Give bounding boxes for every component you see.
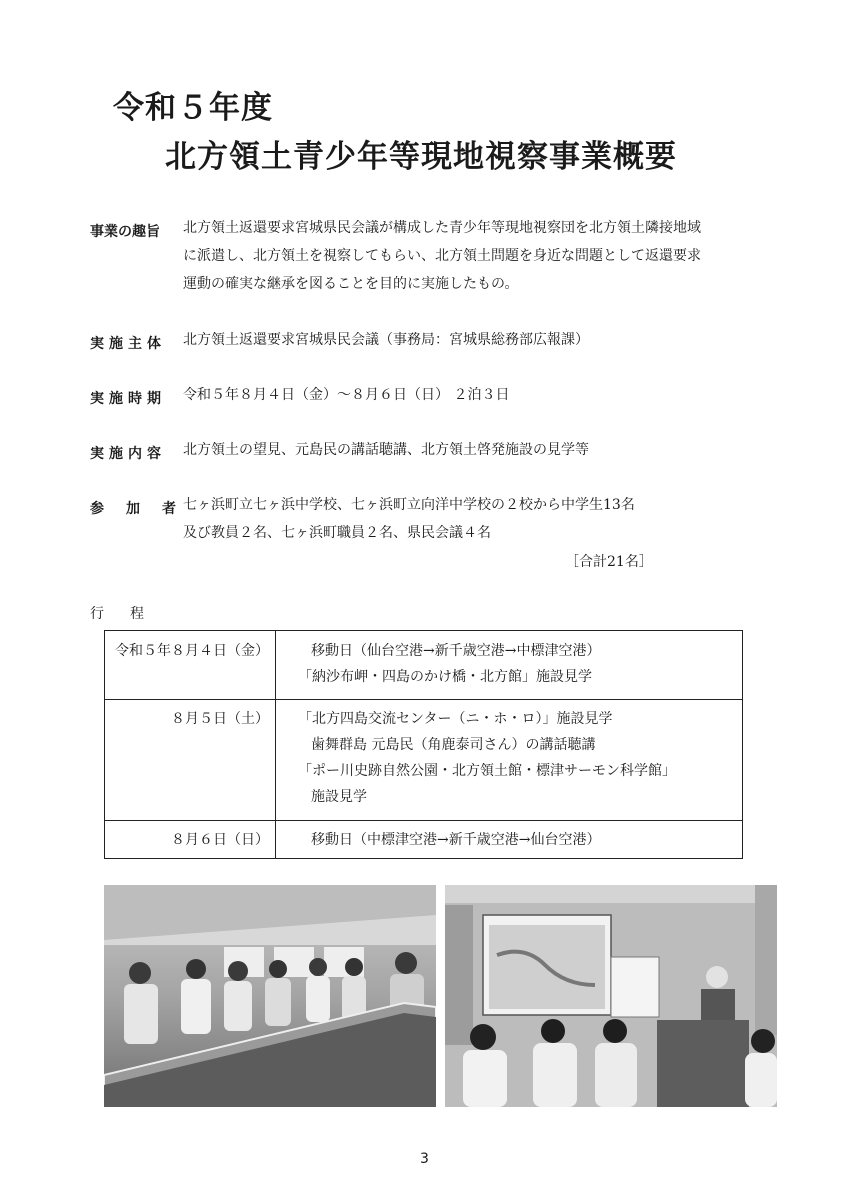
participants-line-2: 及び教員２名、七ヶ浜町職員２名、県民会議４名: [183, 525, 491, 541]
schedule-item: 「北方四島交流センター（ニ・ホ・ロ）」施設見学: [298, 711, 613, 727]
content-label: 実施内容: [90, 446, 166, 462]
schedule-item: 「納沙布岬・四島のかけ橋・北方館」施設見学: [298, 669, 592, 685]
organizer-text: 北方領土返還要求宮城県民会議（事務局：宮城県総務部広報課）: [183, 332, 589, 348]
schedule-activities: [276, 820, 742, 858]
title-line-1: 令和５年度: [113, 90, 273, 126]
schedule-item: 移動日（中標津空港→新千歳空港→仙台空港）: [311, 832, 601, 848]
content-text: 北方領土の望見、元島民の講話聴講、北方領土啓発施設の見学等: [183, 442, 589, 458]
schedule-activities: [276, 631, 742, 699]
schedule-item: 歯舞群島 元島民（角鹿泰司さん）の講話聴講: [311, 737, 596, 753]
title-line-2: 北方領土青少年等現地視察事業概要: [165, 139, 677, 175]
schedule-activities: [276, 699, 742, 820]
participants-text: [183, 491, 783, 547]
purpose-label: 事業の趣旨: [90, 224, 160, 240]
participants-line-1: 七ヶ浜町立七ヶ浜中学校、七ヶ浜町立向洋中学校の２校から中学生13名: [183, 497, 635, 513]
schedule-row: [105, 699, 742, 821]
participants-total: ［合計21名］: [565, 554, 653, 570]
photo-museum-exhibit-icon: [104, 885, 436, 1107]
purpose-text: [183, 214, 783, 298]
participants-label: 参加者: [90, 501, 198, 517]
purpose-line-3: 運動の確実な継承を図ることを目的に実施したもの。: [183, 276, 519, 292]
schedule-label: 行程: [90, 606, 170, 622]
organizer-label: 実施主体: [90, 336, 166, 352]
page-number: 3: [420, 1151, 429, 1167]
schedule-date: ８月６日（日）: [105, 820, 276, 858]
schedule-table: [104, 630, 743, 859]
schedule-date: ８月５日（土）: [105, 699, 276, 820]
schedule-row: [105, 820, 742, 858]
schedule-item: 移動日（仙台空港→新千歳空港→中標津空港）: [311, 643, 601, 659]
photo-lecture-room-icon: [445, 885, 777, 1107]
schedule-row: [105, 631, 742, 700]
schedule-item: 「ポー川史跡自然公園・北方領土館・標津サーモン科学館」: [298, 763, 676, 779]
purpose-line-1: 北方領土返還要求宮城県民会議が構成した青少年等現地視察団を北方領土隣接地域: [183, 220, 701, 236]
period-text: 令和５年８月４日（金）～８月６日（日） ２泊３日: [183, 387, 510, 403]
schedule-date: 令和５年８月４日（金）: [105, 631, 276, 699]
schedule-item: 施設見学: [311, 789, 367, 805]
purpose-line-2: に派遣し、北方領土を視察してもらい、北方領土問題を身近な問題として返還要求: [183, 248, 701, 264]
period-label: 実施時期: [90, 391, 166, 407]
